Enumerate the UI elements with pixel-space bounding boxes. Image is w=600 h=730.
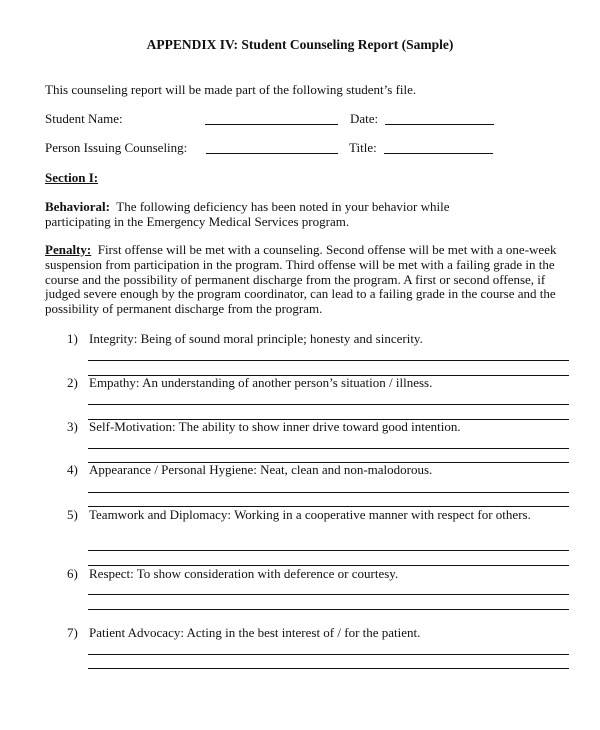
comment-line[interactable]: [88, 448, 569, 449]
comment-line[interactable]: [88, 550, 569, 551]
behavioral-text: The following deficiency has been noted in your behavior while participating in the Emergency Medical Services program.: [45, 199, 450, 229]
title-label: Title:: [349, 140, 377, 155]
intro-text: This counseling report will be made part of the following student’s file.: [45, 82, 417, 97]
person-issuing-label: Person Issuing Counseling:: [45, 140, 188, 155]
criteria-number: 3): [67, 419, 78, 434]
criteria-text: Integrity: Being of sound moral principle; honesty and sincerity.: [89, 331, 423, 346]
comment-line[interactable]: [88, 609, 569, 610]
criteria-number: 7): [67, 625, 78, 640]
criteria-text: Respect: To show consideration with deference or courtesy.: [89, 566, 399, 581]
document-title: APPENDIX IV: Student Counseling Report (Sample): [146, 37, 454, 52]
date-field[interactable]: [385, 124, 494, 125]
comment-line[interactable]: [88, 654, 569, 655]
penalty-label: Penalty:: [45, 242, 92, 257]
date-label: Date:: [350, 111, 379, 126]
comment-line[interactable]: [88, 360, 569, 361]
behavioral-label: Behavioral:: [45, 199, 110, 214]
comment-line[interactable]: [88, 404, 569, 405]
person-issuing-field[interactable]: [206, 153, 338, 154]
penalty-text: First offense will be met with a counseling. Second offense will be met with a one-week suspension from participation in the program. Third offense will be met with a failing grade in the course and the possibility of permanent discharge from the program. A first or second offense, if judged severe enough by the program coordinator, can lead to a failing grade in the course and the possibility of permanent discharge from the program.: [45, 242, 557, 317]
criteria-text: Patient Advocacy: Acting in the best interest of / for the patient.: [89, 625, 421, 640]
criteria-text: Self-Motivation: The ability to show inner drive toward good intention.: [89, 419, 461, 434]
criteria-text: Appearance / Personal Hygiene: Neat, clean and non-malodorous.: [89, 462, 433, 477]
criteria-number: 4): [67, 462, 78, 477]
criteria-text: Empathy: An understanding of another person’s situation / illness.: [89, 375, 433, 390]
penalty-paragraph: [45, 243, 570, 317]
behavioral-paragraph: [45, 200, 515, 230]
title-field[interactable]: [384, 153, 493, 154]
criteria-number: 2): [67, 375, 78, 390]
student-name-field[interactable]: [205, 124, 338, 125]
comment-line[interactable]: [88, 668, 569, 669]
comment-line[interactable]: [88, 594, 569, 595]
criteria-number: 5): [67, 507, 78, 522]
criteria-number: 6): [67, 566, 78, 581]
section-heading: Section I:: [45, 170, 99, 185]
student-name-label: Student Name:: [45, 111, 123, 126]
criteria-text: Teamwork and Diplomacy: Working in a cooperative manner with respect for others.: [89, 507, 531, 522]
criteria-number: 1): [67, 331, 78, 346]
comment-line[interactable]: [88, 492, 569, 493]
